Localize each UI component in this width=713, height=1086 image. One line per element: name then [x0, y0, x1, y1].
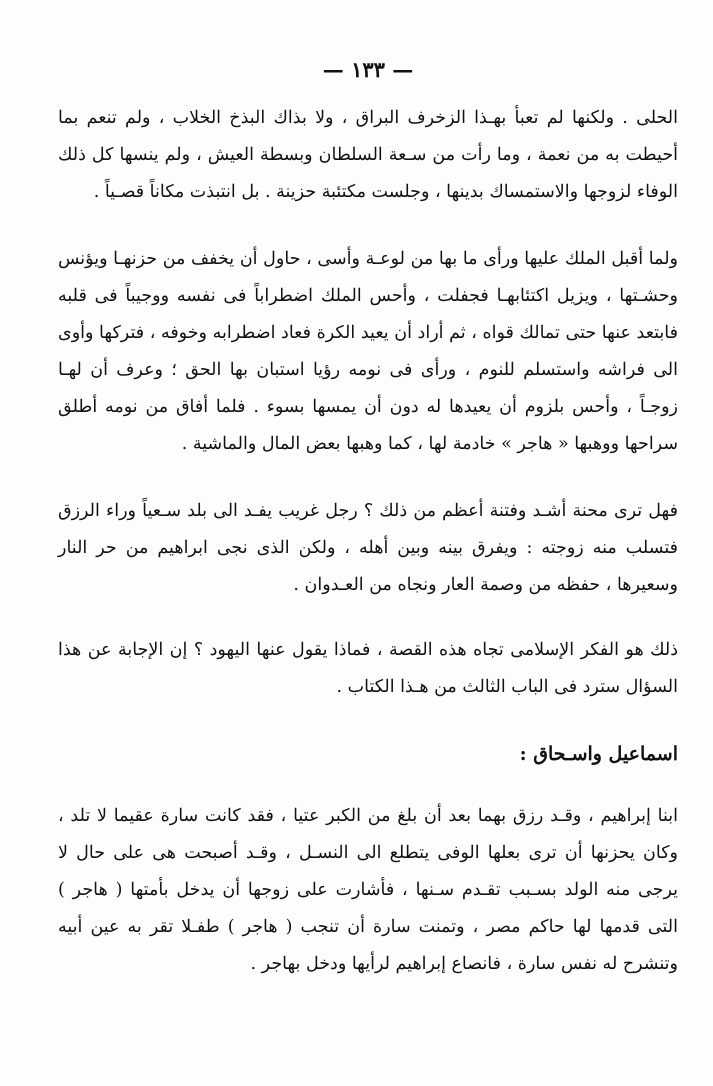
paragraph-3: فهل ترى محنة أشـد وفتنة أعظم من ذلك ؟ رجل غريب يفـد الى بلد سـعياً وراء الرزق فتسلب منه زوجته : ويفرق بينه وبين أهله ، ولكن الذى نجى ابراهيم من حر النار وسعيرها ، حفظه من وصمة العار ونجاه من العـدوان .	[58, 501, 678, 595]
page-number: — ١٣٣ —	[322, 57, 414, 82]
paragraph-5: ابنا إبراهيم ، وقـد رزق بهما بعد أن بلغ من الكبر عتيا ، فقد كانت سارة عقيما لا تلد ، وكان يحزنها أن ترى بعلها الوفى يتطلع الى النسـل ، وقـد أصبحت هى على حال لا يرجى منه الولد بسـبب تقـدم سـنها ، فأشارت على زوجها أن يدخل بأمتها ( هاجر ) التى قدمها لها حاكم مصر ، وتمنت سارة أن تنجب ( هاجر ) طفـلا تقر به عين أبيه وتنشرح له نفس سارة ، فانصاع إبراهيم لرأيها ودخل بهاجر .	[58, 806, 678, 974]
paragraph-1: الحلى . ولكنها لم تعبأ بهـذا الزخرف البراق ، ولا بذاك البذخ الخلاب ، ولم تنعم بما أحيطت به من نعمة ، وما رأت من سـعة السلطان وبسطة العيش ، ولم ينسها كل ذلك الوفاء لزوجها والاستمساك بدينها ، وجلست مكتئبة حزينة . بل انتبذت مكاناً قصـياً .	[58, 108, 678, 202]
paragraph-4: ذلك هو الفكر الإسلامى تجاه هذه القصة ، فماذا يقول عنها اليهود ؟ إن الإجابة عن هذا السؤال سترد فى الباب الثالث من هـذا الكتاب .	[58, 640, 678, 697]
paragraph-2: ولما أقبل الملك عليها ورأى ما بها من لوعـة وأسى ، حاول أن يخفف من حزنهـا ويؤنس وحشـتها ، ويزيل اكتئابهـا فجفلت ، وأحس الملك اضطراباً فى نفسه ووجيباً فى قلبه فابتعد عنها حتى تمالك قواه ، ثم أراد أن يعيد الكرة فعاد اضطرابه وخوفه ، فتركها وأوى الى فراشه واستسلم للنوم ، ورأى فى نومه رؤيا استبان بها الحق ؛ وعرف أن لهـا زوجـاً ، وأحس بلزوم أن يعيدها له دون أن يمسها بسوء . فلما أفاق من نومه أطلق سراحها ووهبها « هاجر » خادمة لها ، كما وهبها بعض المال والماشية .	[58, 249, 678, 454]
section-heading: اسماعيل واسـحاق :	[519, 743, 678, 765]
book-page	[58, 52, 678, 983]
